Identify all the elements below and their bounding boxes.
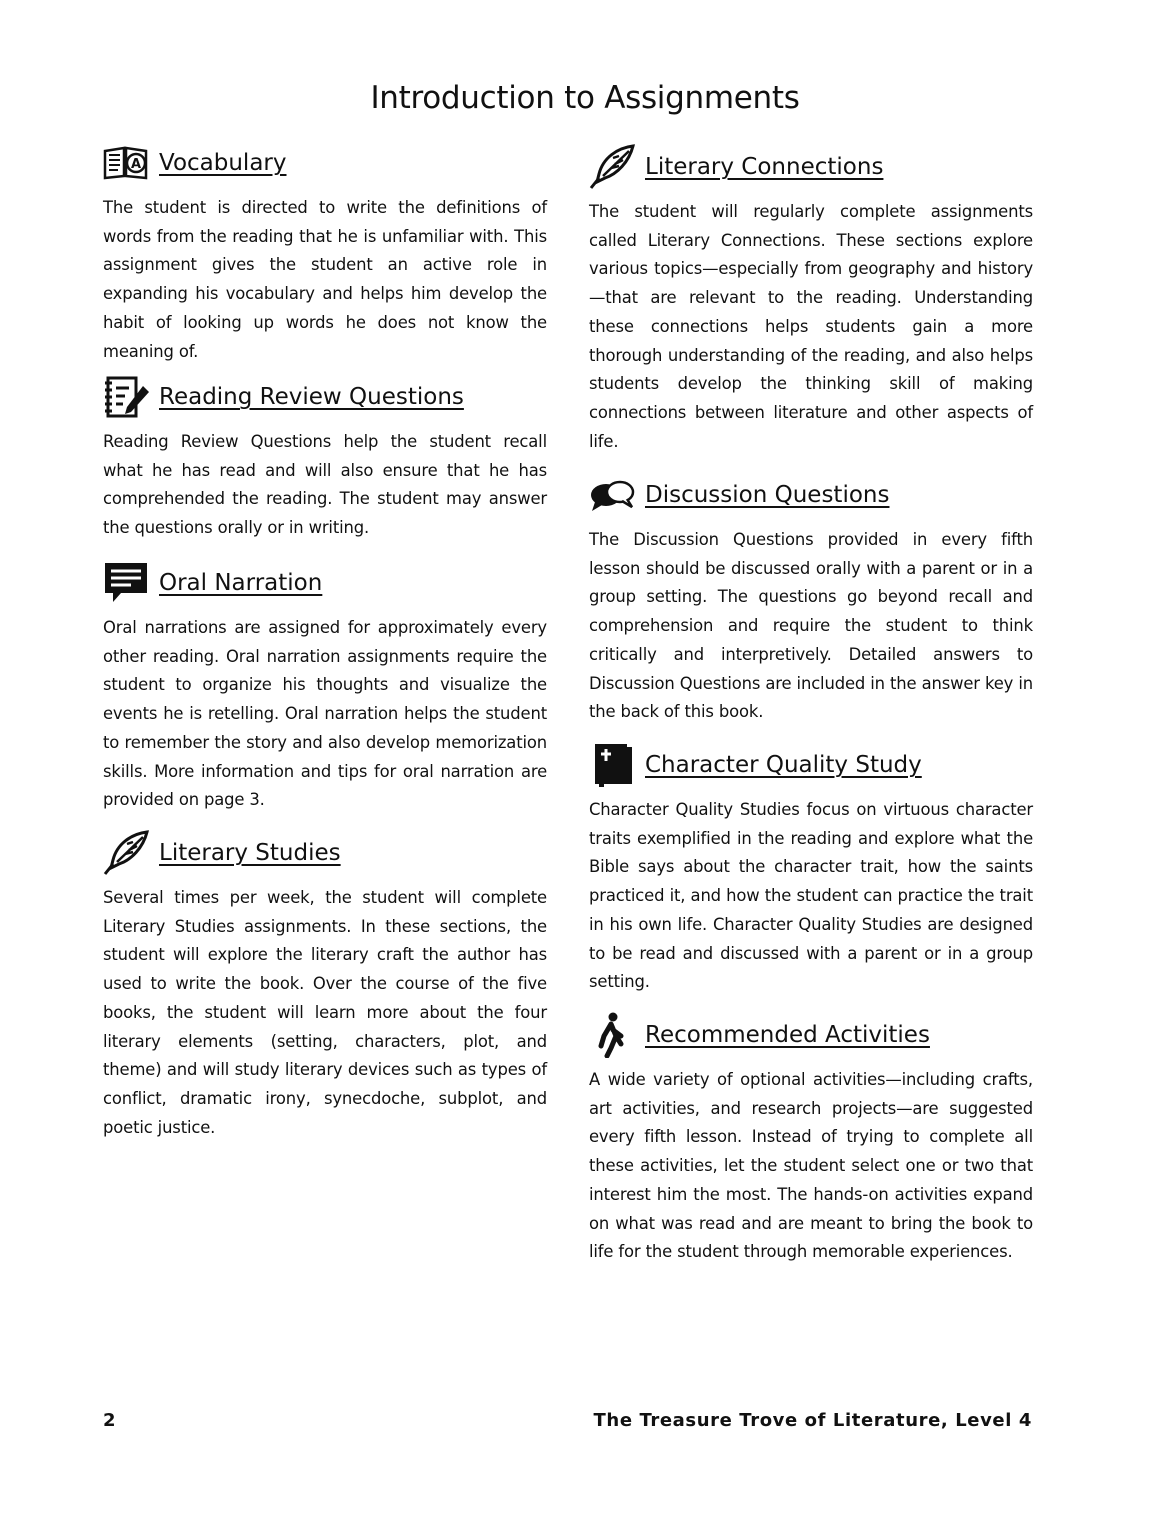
section-title: Character Quality Study [645, 752, 922, 778]
section-literary-connections [589, 142, 1033, 456]
section-recommended-activities [589, 1010, 1033, 1267]
section-title: Oral Narration [159, 570, 323, 596]
section-body: Reading Review Questions help the student recall what he has read and will also ensure that he has comprehended the reading. The student may answer the questions orally or in writing. [103, 432, 547, 538]
section-character-quality [589, 740, 1033, 997]
section-body: Several times per week, the student will complete Literary Studies assignments. In these sections, the student will explore the literary craft the author has used to write the book. Over the course of the five books, the student will learn more about the four literary elements (setting, characters, plot, and theme) and will study literary devices such as types of conflict, dramatic irony, synecdoche, subplot, and poetic justice. [103, 888, 547, 1137]
conversation-bubbles-icon [589, 472, 635, 518]
feather-quill-icon [589, 144, 635, 190]
section-header [589, 1010, 1033, 1060]
section-title: Reading Review Questions [159, 384, 464, 410]
section-header [103, 372, 547, 422]
walking-person-icon [589, 1012, 635, 1058]
section-discussion-questions [589, 470, 1033, 727]
section-header [589, 470, 1033, 520]
section-literary-studies [103, 828, 547, 1142]
section-title: Literary Connections [645, 154, 884, 180]
section-body: The student will regularly complete assignments called Literary Connections. These sections explore various topics—especially from geography and history—that are relevant to the reading. Understanding these connections helps students gain a more thorough understanding of the reading, and also helps students develop the thinking skill of making connections between literature and other aspects of life. [589, 202, 1033, 451]
section-header [103, 558, 547, 608]
section-title: Discussion Questions [645, 482, 890, 508]
bible-cross-icon [589, 742, 635, 788]
page-title: Introduction to Assignments [370, 80, 800, 116]
section-title: Recommended Activities [645, 1022, 930, 1048]
feather-quill-icon [103, 830, 149, 876]
section-body: The Discussion Questions provided in every fifth lesson should be discussed orally with a parent or in a group setting. The questions go beyond recall and comprehension and require the student to think critically and interpretively. Detailed answers to Discussion Questions are included in the answer key in the back of this book. [589, 530, 1033, 722]
svg-text:A: A [130, 157, 142, 172]
section-title: Literary Studies [159, 840, 341, 866]
section-oral-narration [103, 558, 547, 815]
book-icon [103, 140, 149, 186]
section-reading-review [103, 372, 547, 543]
page-number: 2 [103, 1410, 116, 1431]
notebook-pencil-icon [103, 374, 149, 420]
section-body: Character Quality Studies focus on virtuous character traits exemplified in the reading and explore what the Bible says about the character trait, how the saints practiced it, and how the student can practice the trait in his own life. Character Quality Studies are designed to be read and discussed with a parent or in a group setting. [589, 800, 1033, 992]
section-header [103, 828, 547, 878]
section-body: A wide variety of optional activities—including crafts, art activities, and research projects—are suggested every fifth lesson. Instead of trying to complete all these activities, let the student select one or two that interest him the most. The hands-on activities expand on what was read and are meant to bring the book to life for the student through memorable experiences. [589, 1070, 1033, 1262]
speech-bubble-lines-icon [103, 560, 149, 606]
section-title: Vocabulary [159, 150, 287, 176]
section-vocabulary [103, 138, 547, 366]
section-header [103, 138, 547, 188]
book-title: The Treasure Trove of Literature, Level 4 [593, 1410, 1032, 1431]
section-header [589, 142, 1033, 192]
section-body: Oral narrations are assigned for approximately every other reading. Oral narration assignments require the student to organize his thoughts and visualize the events he is retelling. Oral narration helps the student to remember the story and also develop memorization skills. More information and tips for oral narration are provided on page 3. [103, 618, 547, 810]
section-header [589, 740, 1033, 790]
section-body: The student is directed to write the definitions of words from the reading that he is unfamiliar with. This assignment gives the student an active role in expanding his vocabulary and helps him develop the habit of looking up words he does not know the meaning of. [103, 198, 547, 361]
